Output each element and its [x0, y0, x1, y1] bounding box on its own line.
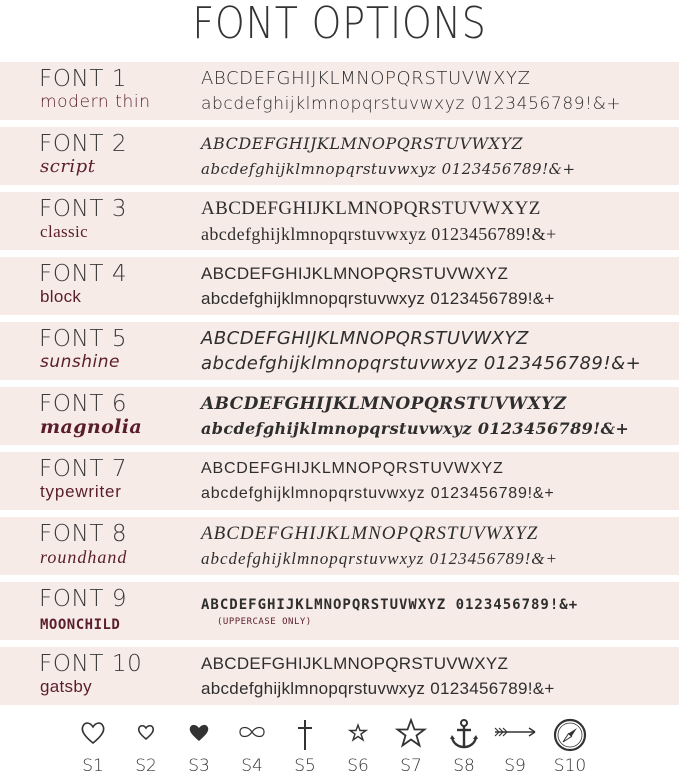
font-option-10 — [0, 647, 679, 705]
symbol-s4 — [227, 716, 277, 776]
uppercase-sample: ABCDEFGHIJKLMNOPQRSTUVWXYZ — [201, 523, 539, 544]
font-option-7 — [0, 452, 679, 510]
font-style-label: sunshine — [40, 352, 120, 372]
symbol-label: S6 — [347, 756, 369, 776]
font-name: FONT 6 — [39, 391, 128, 417]
infinity-icon — [232, 718, 272, 746]
symbol-s8 — [439, 716, 489, 776]
lowercase-sample: abcdefghijklmnopqrstuvwxyz 0123456789!&+ — [201, 224, 557, 244]
heart-outline-icon — [79, 718, 107, 746]
font-option-5 — [0, 322, 679, 380]
font-name: FONT 7 — [39, 456, 128, 482]
uppercase-sample: ABCDEFGHIJKLMNOPQRSTUVWXYZ — [201, 198, 541, 219]
star-outline-icon — [395, 718, 427, 748]
uppercase-sample: ABCDEFGHIJKLMNOPQRSTUVWXYZ 0123456789!&+ — [201, 597, 579, 613]
font-style-label: classic — [40, 222, 89, 241]
uppercase-sample: ABCDEFGHIJKLMNOPQRSTUVWXYZ — [201, 460, 504, 477]
symbol-s9 — [490, 716, 540, 776]
cross-icon — [291, 718, 319, 752]
symbol-label: S5 — [294, 756, 316, 776]
symbol-label: S2 — [135, 756, 157, 776]
font-name: FONT 8 — [39, 521, 128, 547]
font-style-label: magnolia — [40, 416, 143, 438]
anchor-icon — [448, 718, 480, 750]
font-name: FONT 9 — [39, 586, 128, 612]
symbol-label: S4 — [241, 756, 263, 776]
lowercase-sample: abcdefghijklmnopqrstuvwxyz 0123456789!&+ — [201, 353, 642, 374]
uppercase-sample: ABCDEFGHIJKLMNOPQRSTUVWXYZ — [201, 654, 509, 673]
font-option-6 — [0, 387, 679, 445]
font-style-label: roundhand — [40, 547, 128, 567]
lowercase-sample: abcdefghijklmnopqrstuvwxyz 0123456789!&+ — [201, 160, 576, 178]
lowercase-sample: abcdefghijklmnopqrstuvwxyz 0123456789!&+ — [201, 679, 555, 698]
font-name: FONT 5 — [39, 326, 128, 352]
font-option-9 — [0, 582, 679, 640]
symbol-s7 — [386, 716, 436, 776]
lowercase-sample: abcdefghijklmnopqrstuvwxyz 0123456789!&+ — [201, 289, 555, 308]
font-name: FONT 1 — [39, 66, 128, 92]
uppercase-sample: ABCDEFGHIJKLMNOPQRSTUVWXYZ — [201, 264, 509, 283]
symbol-s6 — [333, 716, 383, 776]
font-option-4 — [0, 257, 679, 315]
symbol-s3 — [174, 716, 224, 776]
lowercase-sample: abcdefghijklmnopqrstuvwxyz 0123456789!&+ — [201, 549, 558, 568]
lowercase-sample: abcdefghijklmnopqrstuvwxyz 0123456789!&+ — [201, 94, 622, 114]
symbol-label: S1 — [82, 756, 104, 776]
font-style-label: MOONCHILD — [40, 617, 121, 633]
font-name: FONT 4 — [39, 261, 128, 287]
compass-icon — [553, 718, 587, 752]
page-title: FONT OPTIONS — [192, 0, 487, 49]
font-option-1 — [0, 62, 679, 120]
font-name: FONT 2 — [39, 131, 128, 157]
arrow-icon — [491, 718, 539, 746]
symbol-s1 — [68, 716, 118, 776]
heart-filled-icon — [185, 718, 213, 746]
symbol-label: S7 — [400, 756, 422, 776]
lowercase-sample: abcdefghijklmnopqrstuvwxyz 0123456789!&+ — [201, 419, 630, 438]
font-style-label: modern thin — [40, 92, 151, 112]
symbol-label: S10 — [553, 756, 587, 776]
uppercase-sample: ABCDEFGHIJKLMNOPQRSTUVWXYZ — [201, 394, 567, 414]
symbol-options — [0, 716, 679, 776]
uppercase-only-note: (UPPERCASE ONLY) — [217, 617, 312, 627]
font-name: FONT 10 — [39, 651, 143, 677]
font-style-label: block — [40, 287, 82, 306]
symbol-s2 — [121, 716, 171, 776]
font-option-8 — [0, 517, 679, 575]
symbol-s5 — [280, 716, 330, 776]
symbol-label: S3 — [188, 756, 210, 776]
heart-small-outline-icon — [132, 718, 160, 746]
font-option-2 — [0, 127, 679, 185]
font-style-label: script — [40, 156, 96, 177]
symbol-s10 — [545, 716, 595, 776]
font-option-3 — [0, 192, 679, 250]
uppercase-sample: ABCDEFGHIJKLMNOPQRSTUVWXYZ — [201, 134, 524, 153]
lowercase-sample: abcdefghijklmnopqrstuvwxyz 0123456789!&+ — [201, 485, 555, 502]
uppercase-sample: ABCDEFGHIJKLMNOPQRSTUVWXYZ — [201, 68, 531, 89]
star-small-outline-icon — [344, 718, 372, 746]
symbol-label: S8 — [453, 756, 475, 776]
font-style-label: gatsby — [40, 677, 92, 696]
uppercase-sample: ABCDEFGHIJKLMNOPQRSTUVWXYZ — [201, 328, 529, 349]
symbol-label: S9 — [504, 756, 526, 776]
font-style-label: typewriter — [40, 482, 122, 501]
font-name: FONT 3 — [39, 196, 128, 222]
